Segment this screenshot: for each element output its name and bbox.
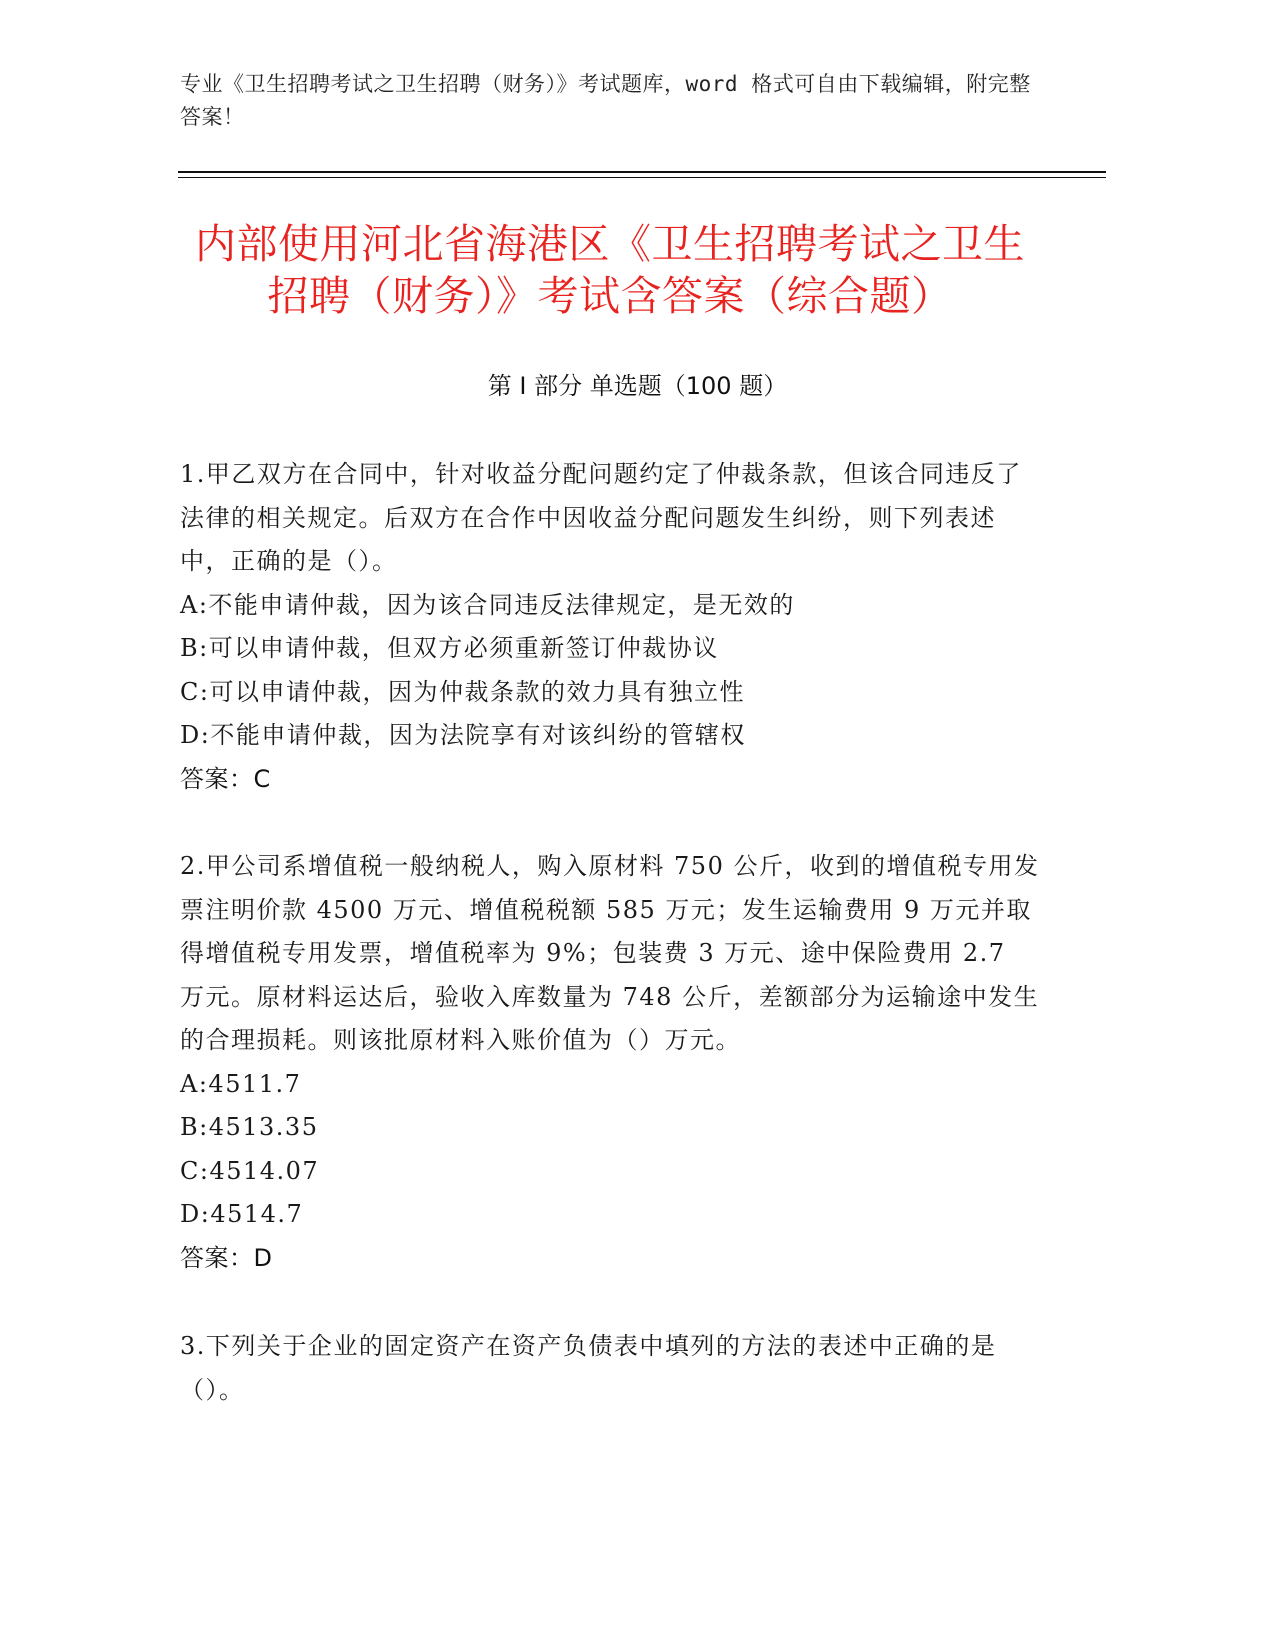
header-note: 专业《卫生招聘考试之卫生招聘（财务）》考试题库，word 格式可自由下载编辑，附完整答案！ bbox=[180, 72, 1031, 129]
section-heading: 第 I 部分 单选题（100 题） bbox=[487, 372, 788, 400]
option-d: D:4514.7 bbox=[180, 1200, 304, 1228]
answer-label: 答案：C bbox=[180, 764, 271, 793]
option-c: C:4514.07 bbox=[180, 1156, 320, 1185]
header-divider-thin bbox=[178, 177, 1106, 178]
question-stem: 2.甲公司系增值税一般纳税人，购入原材料 750 公斤，收到的增值税专用发票注明价款 4500 万元、增值税税额 585 万元；发生运输费用 9 万元并取得增值税专用发票，增值税率为 9%；包装费 3 万元、途中保险费用 2.7 万元。原材料运达后，验收入库数量为 748 公斤，差额部分为运输途中发生的合理损耗。则该批原材料入账价值为（）万元。 bbox=[180, 852, 1040, 1054]
option-b: B:4513.35 bbox=[180, 1113, 319, 1141]
option-a: A:不能申请仲裁，因为该合同违反法律规定，是无效的 bbox=[180, 590, 795, 619]
header-divider-thick bbox=[178, 171, 1106, 173]
document-title: 内部使用河北省海港区《卫生招聘考试之卫生招聘（财务）》考试含答案（综合题） bbox=[195, 220, 1025, 320]
answer-label: 答案：D bbox=[180, 1243, 273, 1272]
question-2 bbox=[180, 845, 1040, 1280]
question-stem: 1.甲乙双方在合同中，针对收益分配问题约定了仲裁条款，但该合同违反了法律的相关规定。后双方在合作中因收益分配问题发生纠纷，则下列表述中，正确的是（）。 bbox=[180, 460, 1022, 575]
option-a: A:4511.7 bbox=[180, 1069, 302, 1098]
question-1 bbox=[180, 453, 1040, 801]
option-d: D:不能申请仲裁，因为法院享有对该纠纷的管辖权 bbox=[180, 721, 746, 749]
question-stem: 3.下列关于企业的固定资产在资产负债表中填列的方法的表述中正确的是（）。 bbox=[180, 1332, 997, 1404]
option-b: B:可以申请仲裁，但双方必须重新签订仲裁协议 bbox=[180, 634, 719, 662]
option-c: C:可以申请仲裁，因为仲裁条款的效力具有独立性 bbox=[180, 677, 745, 706]
question-3 bbox=[180, 1325, 1040, 1412]
